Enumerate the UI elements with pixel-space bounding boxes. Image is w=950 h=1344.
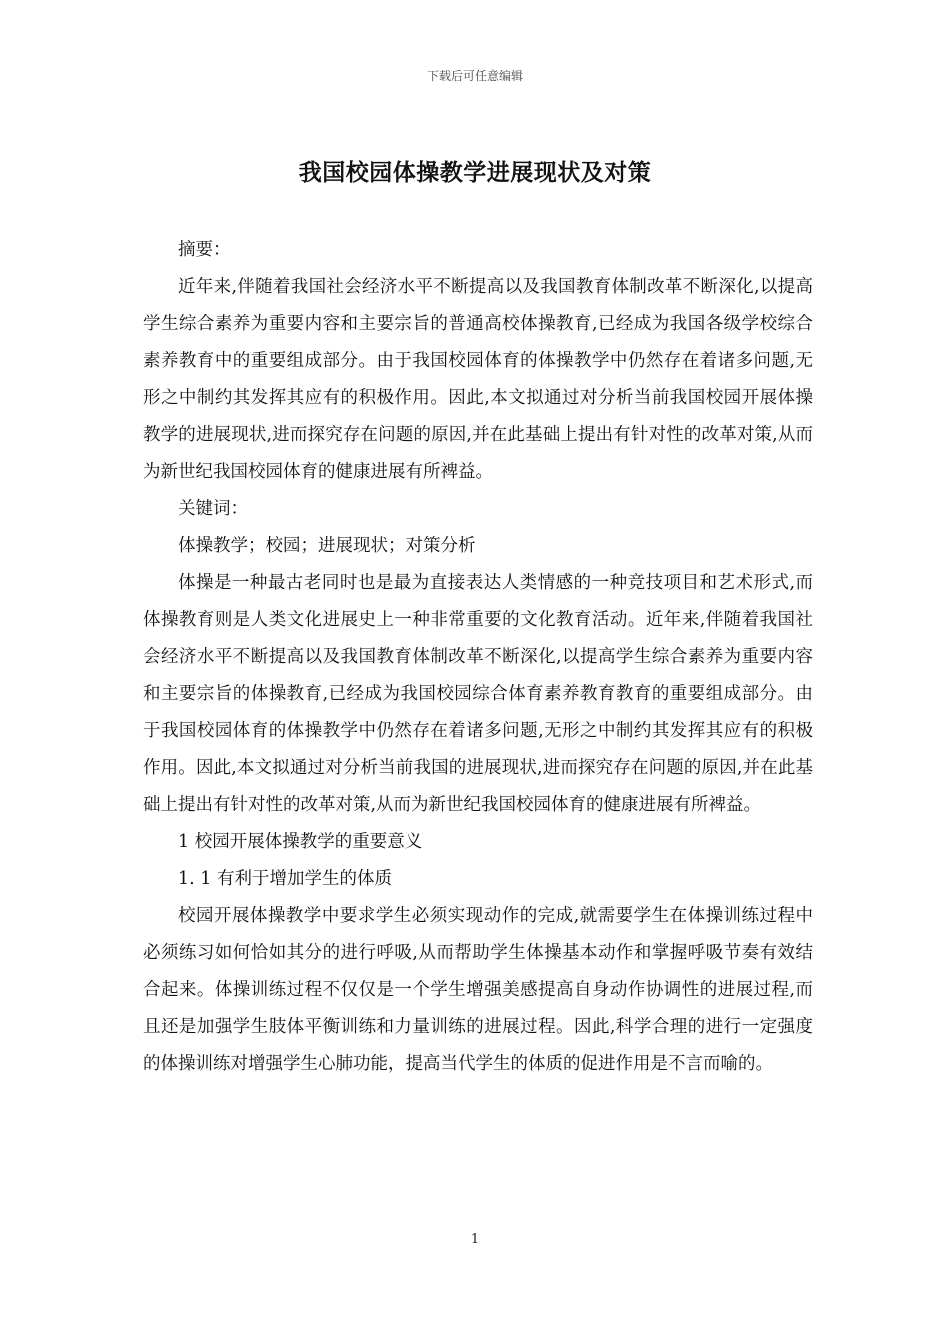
section-1-1-paragraph: 校园开展体操教学中要求学生必须实现动作的完成,就需要学生在体操训练过程中必须练习如何恰如其分的进行呼吸,从而帮助学生体操基本动作和掌握呼吸节奏有效结合起来。体操训练过程不仅仅是一个学生增强美感提高自身动作协调性的进展过程,而且还是加强学生肢体平衡训练和力量训练的进展过程。因此,科学合理的进行一定强度的体操训练对增强学生心肺功能，提高当代学生的体质的促进作用是不言而喻的。 xyxy=(143,906,813,1074)
section-heading-1: 1 校园开展体操教学的重要意义 xyxy=(178,832,423,852)
section-heading-1-1: 1. 1 有利于增加学生的体质 xyxy=(178,869,392,889)
abstract-text: 近年来,伴随着我国社会经济水平不断提高以及我国教育体制改革不断深化,以提高学生综合素养为重要内容和主要宗旨的普通高校体操教育,已经成为我国各级学校综合素养教育中的重要组成部分。由于我国校园体育的体操教学中仍然存在着诸多问题,无形之中制约其发挥其应有的积极作用。因此,本文拟通过对分析当前我国校园开展体操教学的进展现状,进而探究存在问题的原因,并在此基础上提出有针对性的改革对策,从而为新世纪我国校园体育的健康进展有所裨益。 xyxy=(143,277,813,482)
document-body xyxy=(143,232,813,1083)
page-header: 下载后可任意编辑 xyxy=(426,69,523,83)
intro-paragraph: 体操是一种最古老同时也是最为直接表达人类情感的一种竞技项目和艺术形式,而体操教育则是人类文化进展史上一种非常重要的文化教育活动。近年来,伴随着我国社会经济水平不断提高以及我国教育体制改革不断深化,以提高学生综合素养为重要内容和主要宗旨的体操教育,已经成为我国校园综合体育素养教育教育的重要组成部分。由于我国校园体育的体操教学中仍然存在着诸多问题,无形之中制约其发挥其应有的积极作用。因此,本文拟通过对分析当前我国的进展现状,进而探究存在问题的原因,并在此基础上提出有针对性的改革对策,从而为新世纪我国校园体育的健康进展有所裨益。 xyxy=(143,573,813,815)
page-number: 1 xyxy=(470,1232,480,1247)
document-title: 我国校园体操教学进展现状及对策 xyxy=(298,159,652,186)
abstract-label: 摘要： xyxy=(178,240,231,260)
keywords-text: 体操教学；校园；进展现状；对策分析 xyxy=(178,536,476,556)
keywords-label: 关键词： xyxy=(178,499,248,519)
